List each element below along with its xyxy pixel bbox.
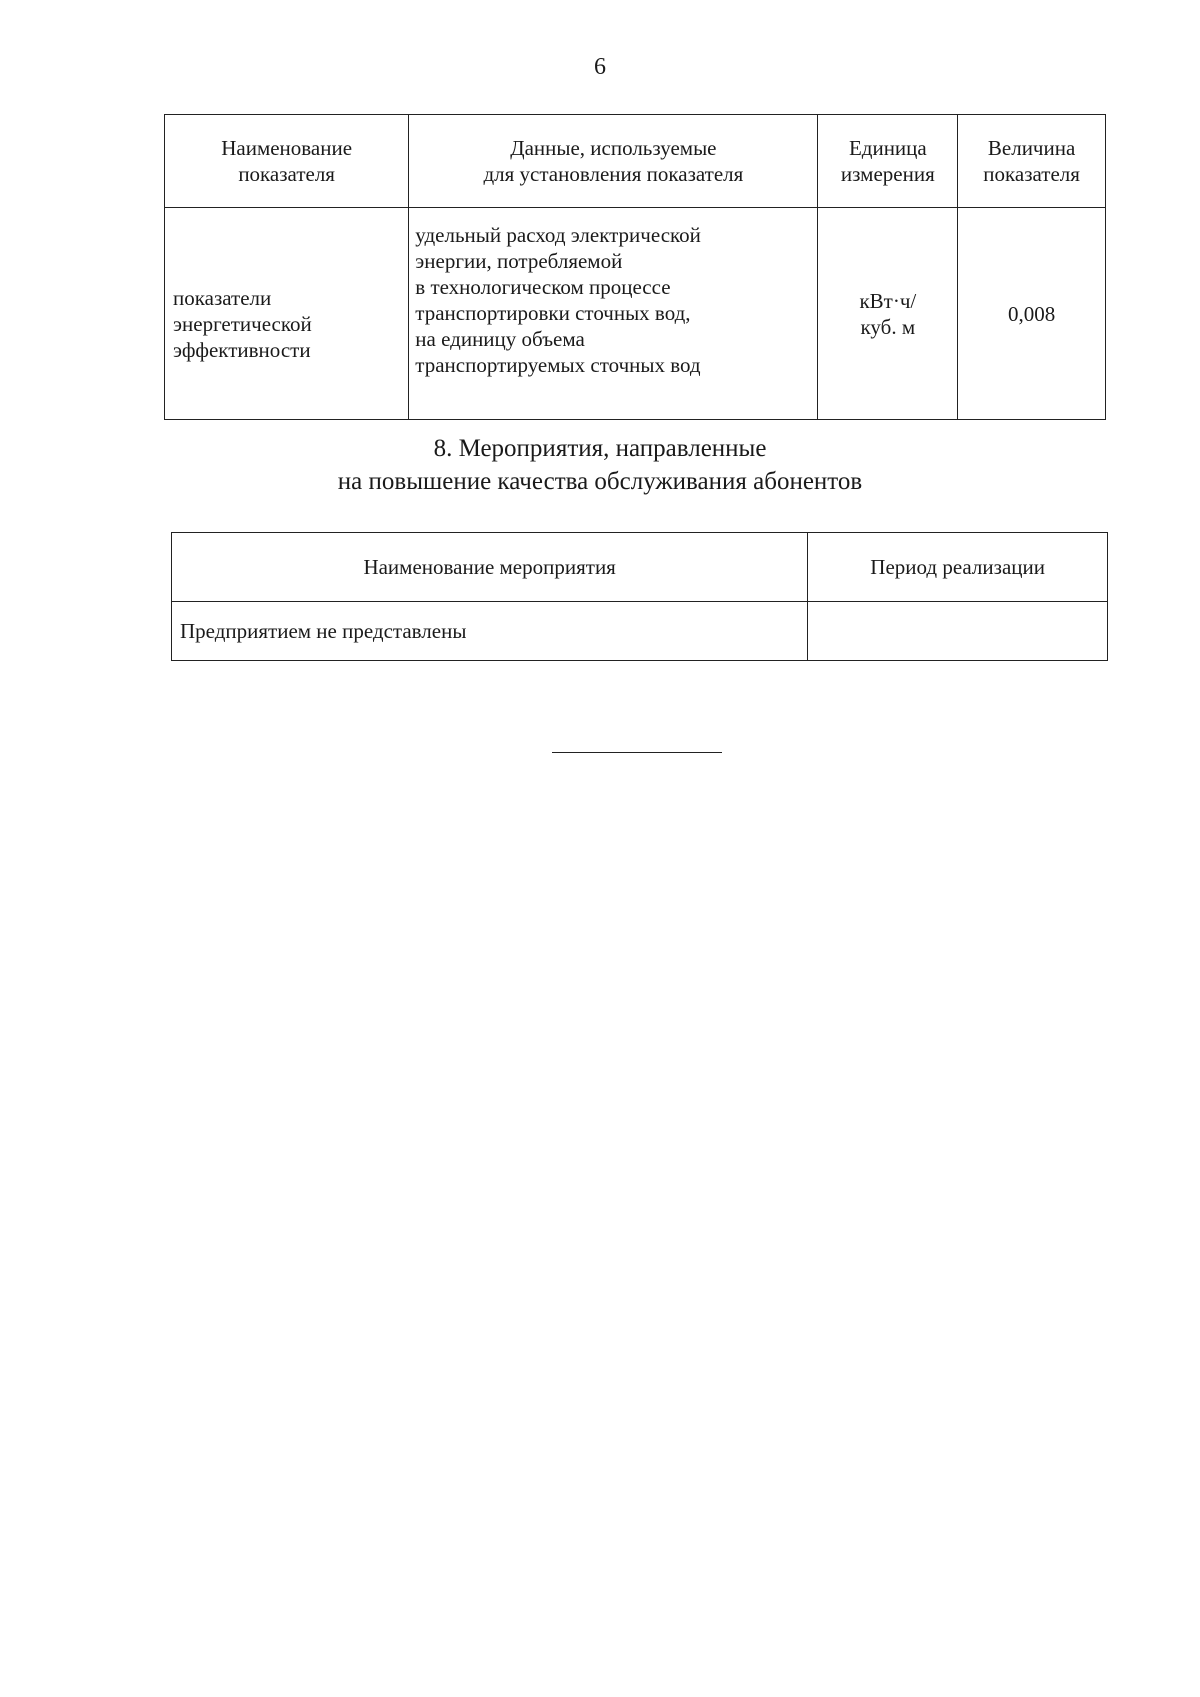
indicator-table: [164, 114, 1106, 420]
section-8-title-line2: на повышение качества обслуживания абонентов: [337, 468, 863, 495]
header-indicator-data-line1: Данные, используемые: [510, 136, 717, 160]
indicator-value-cell: 0,008: [958, 208, 1106, 420]
header-indicator-data-line2: для установления показателя: [483, 162, 744, 186]
header-indicator-value: [958, 115, 1106, 208]
indicator-data-line: в технологическом процессе: [415, 275, 671, 299]
header-indicator-name-line2: показателя: [238, 162, 335, 186]
measure-name-cell: Предприятием не представлены: [172, 602, 808, 661]
indicator-name-line: показатели: [173, 285, 272, 310]
indicator-unit-cell: [818, 208, 958, 420]
measures-table-row: [172, 602, 1108, 661]
indicator-unit-line: кВт·ч/: [859, 288, 917, 313]
header-measure-period: Период реализации: [808, 533, 1108, 602]
end-of-document-rule: [552, 752, 722, 753]
header-indicator-name: [165, 115, 409, 208]
indicator-data-line: на единицу объема: [415, 327, 585, 351]
page-number: 6: [594, 54, 606, 80]
header-indicator-unit-line2: измерения: [840, 162, 935, 186]
section-8-title-line1: 8. Мероприятия, направленные: [433, 435, 767, 462]
indicator-data-line: транспортировки сточных вод,: [415, 301, 691, 325]
indicator-data-cell: [409, 208, 818, 420]
header-measure-name: Наименование мероприятия: [172, 533, 808, 602]
header-indicator-name-line1: Наименование: [221, 136, 353, 160]
header-indicator-value-line2: показателя: [983, 162, 1080, 186]
header-indicator-unit-line1: Единица: [848, 136, 927, 160]
indicator-data-line: транспортируемых сточных вод: [415, 353, 701, 377]
indicator-name-line: эффективности: [173, 337, 311, 362]
section-8-title: [0, 432, 1200, 498]
header-indicator-value-line1: Величина: [987, 136, 1076, 160]
measures-table-header-row: [172, 533, 1108, 602]
indicator-unit-line: куб. м: [860, 314, 916, 339]
indicator-name-cell: [165, 208, 409, 420]
indicator-table-row: [165, 208, 1106, 420]
indicator-table-header-row: [165, 115, 1106, 208]
indicator-name-line: энергетической: [173, 311, 312, 336]
measure-period-cell: [808, 602, 1108, 661]
header-indicator-data: [409, 115, 818, 208]
measures-table: [171, 532, 1108, 661]
header-indicator-unit: [818, 115, 958, 208]
indicator-data-line: энергии, потребляемой: [415, 249, 623, 273]
indicator-data-line: удельный расход электрической: [415, 223, 701, 247]
